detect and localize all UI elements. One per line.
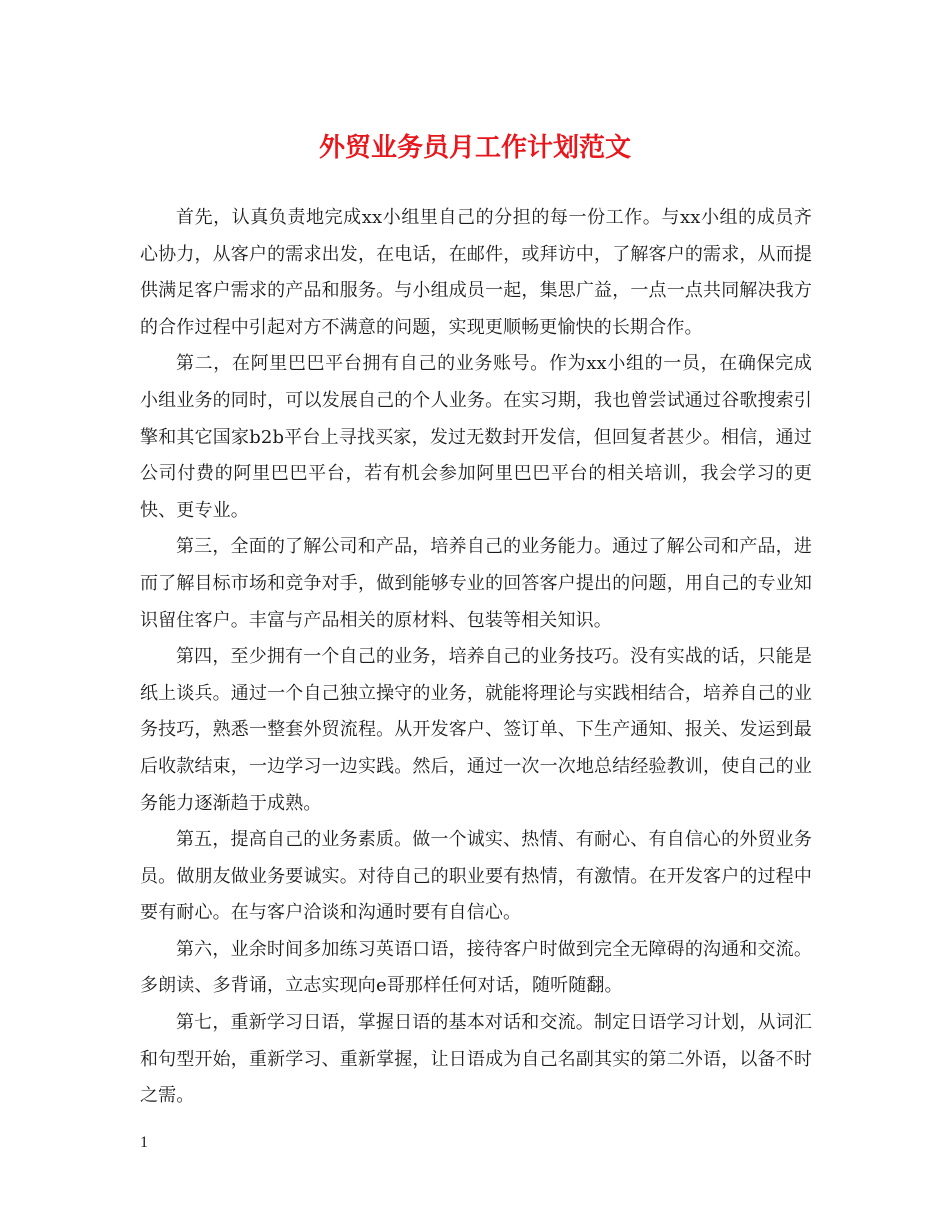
document-title: 外贸业务员月工作计划范文: [318, 133, 631, 163]
paragraph-1: 首先，认真负责地完成xx小组里自己的分担的每一份工作。与xx小组的成员齐心协力，从客户的需求出发，在电话，在邮件，或拜访中，了解客户的需求，从而提供满足客户需求的产品和服务。与小组成员一起，集思广益，一点一点共同解决我方的合作过程中引起对方不满意的问题，实现更顺畅更愉快的长期合作。: [140, 207, 812, 338]
page-number: 1: [140, 1134, 148, 1151]
paragraph-5: 第五，提高自己的业务素质。做一个诚实、热情、有耐心、有自信心的外贸业务员。做朋友做业务要诚实。对待自己的职业要有热情，有激情。在开发客户的过程中要有耐心。在与客户洽谈和沟通时要有自信心。: [140, 829, 812, 924]
document-body: [140, 200, 812, 1115]
paragraph-2: 第二，在阿里巴巴平台拥有自己的业务账号。作为xx小组的一员，在确保完成小组业务的同时，可以发展自己的个人业务。在实习期，我也曾尝试通过谷歌搜索引擎和其它国家b2b平台上寻找买家，发过无数封开发信，但回复者甚少。相信，通过公司付费的阿里巴巴平台，若有机会参加阿里巴巴平台的相关培训，我会学习的更快、更专业。: [140, 353, 812, 521]
paragraph-3: 第三，全面的了解公司和产品，培养自己的业务能力。通过了解公司和产品，进而了解目标市场和竞争对手，做到能够专业的回答客户提出的问题，用自己的专业知识留住客户。丰富与产品相关的原材料、包装等相关知识。: [140, 536, 812, 631]
paragraph-6: 第六，业余时间多加练习英语口语，接待客户时做到完全无障碍的沟通和交流。多朗读、多背诵，立志实现向e哥那样任何对话，随听随翻。: [140, 938, 812, 997]
paragraph-4: 第四，至少拥有一个自己的业务，培养自己的业务技巧。没有实战的话，只能是纸上谈兵。通过一个自己独立操守的业务，就能将理论与实践相结合，培养自己的业务技巧，熟悉一整套外贸流程。从开发客户、签订单、下生产通知、报关、发运到最后收款结束，一边学习一边实践。然后，通过一次一次地总结经验教训，使自己的业务能力逐渐趋于成熟。: [140, 646, 812, 814]
paragraph-7: 第七，重新学习日语，掌握日语的基本对话和交流。制定日语学习计划，从词汇和句型开始，重新学习、重新掌握，让日语成为自己名副其实的第二外语，以备不时之需。: [140, 1012, 812, 1107]
